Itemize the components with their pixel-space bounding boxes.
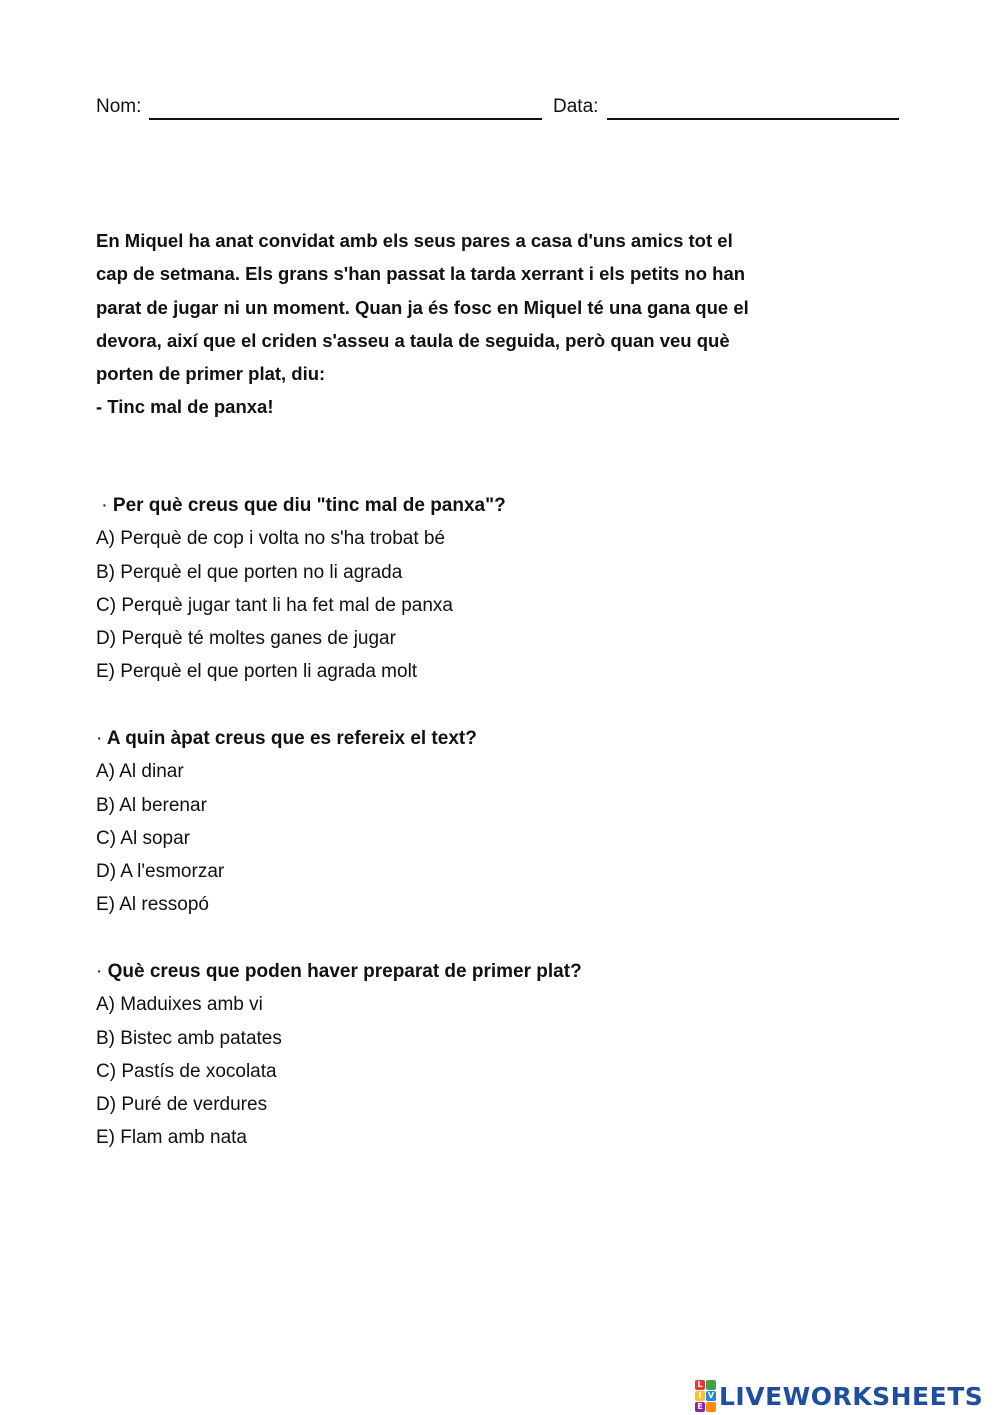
question-bullet: · <box>96 961 103 982</box>
question-text: A quin àpat creus que es refereix el text? <box>106 728 477 749</box>
question-title <box>96 489 856 522</box>
answer-option[interactable]: A) Perquè de cop i volta no s'ha trobat bé <box>96 528 446 550</box>
logo-tile <box>706 1380 716 1390</box>
liveworksheets-icon <box>695 1380 716 1412</box>
answer-option[interactable]: E) Al ressopó <box>96 894 209 916</box>
answer-option[interactable]: C) Pastís de xocolata <box>96 1060 277 1082</box>
question-text: Què creus que poden haver preparat de primer plat? <box>107 961 582 982</box>
story-line: En Miquel ha anat convidat amb els seus pares a casa d'uns amics tot el <box>96 230 733 251</box>
answer-option[interactable]: D) Puré de verdures <box>96 1094 268 1116</box>
story-line: porten de primer plat, diu: <box>96 363 326 385</box>
name-label: Nom: <box>96 96 142 117</box>
answer-option[interactable]: D) A l'esmorzar <box>96 861 225 883</box>
answer-option[interactable]: C) Al sopar <box>96 827 190 849</box>
liveworksheets-wordmark: LIVEWORKSHEETS <box>719 1381 984 1411</box>
question-text: Per què creus que diu "tinc mal de panxa"? <box>112 495 506 516</box>
answer-option[interactable]: B) Bistec amb patates <box>96 1027 282 1049</box>
answer-option[interactable]: B) Perquè el que porten no li agrada <box>96 561 403 583</box>
question-title <box>96 722 856 755</box>
story-line: devora, així que el criden s'asseu a taula de seguida, però quan veu què <box>96 329 730 351</box>
logo-tile: E <box>695 1402 705 1412</box>
answer-option[interactable]: A) Maduixes amb vi <box>96 994 263 1016</box>
logo-tile: L <box>695 1380 705 1390</box>
question-1 <box>96 489 856 689</box>
date-field[interactable] <box>607 118 899 120</box>
liveworksheets-logo[interactable] <box>695 1380 983 1412</box>
answer-option[interactable]: A) Al dinar <box>96 761 184 783</box>
date-label: Data: <box>553 96 599 117</box>
question-bullet: · <box>101 495 108 516</box>
question-3 <box>96 955 856 1155</box>
answer-option[interactable]: E) Perquè el que porten li agrada molt <box>96 661 418 683</box>
story-line: parat de jugar ni un moment. Quan ja és fosc en Miquel té una gana que el <box>96 296 749 318</box>
question-bullet: · <box>96 728 103 749</box>
answer-option[interactable]: C) Perquè jugar tant li ha fet mal de panxa <box>96 594 453 616</box>
answer-option[interactable]: B) Al berenar <box>96 794 207 816</box>
name-field[interactable] <box>149 118 542 120</box>
question-title <box>96 955 856 988</box>
logo-tile <box>706 1402 716 1412</box>
story-line: - Tinc mal de panxa! <box>96 396 274 418</box>
story-line: cap de setmana. Els grans s'han passat la tarda xerrant i els petits no han <box>96 263 746 285</box>
answer-option[interactable]: D) Perquè té moltes ganes de jugar <box>96 628 396 650</box>
header <box>96 94 906 124</box>
logo-tile: V <box>707 1391 715 1400</box>
answer-option[interactable]: E) Flam amb nata <box>96 1127 247 1149</box>
story-text <box>96 224 856 424</box>
logo-tile: I <box>695 1391 705 1401</box>
question-2 <box>96 722 856 922</box>
